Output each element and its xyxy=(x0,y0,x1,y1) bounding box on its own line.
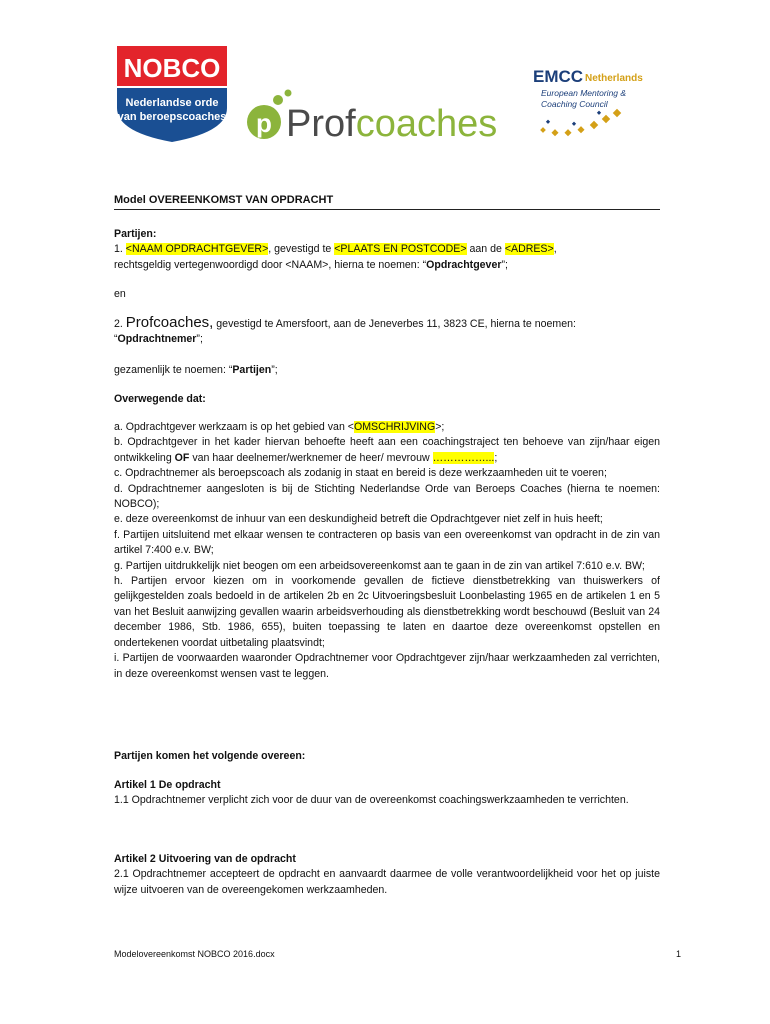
considerations-list xyxy=(114,420,660,682)
placeholder-name: <NAAM OPDRACHTGEVER> xyxy=(125,243,269,256)
footer-filename: Modelovereenkomst NOBCO 2016.docx xyxy=(114,949,275,959)
page-number: 1 xyxy=(676,949,682,959)
title-rule xyxy=(114,209,660,210)
article-1-text: 1.1 Opdrachtnemer verplicht zich voor de duur van de overeenkomst coachingswerkzaamheden te verrichten. xyxy=(114,794,629,807)
profcoaches-logo-prefix: Prof xyxy=(286,103,356,144)
profcoaches-logo-suffix: coaches xyxy=(355,103,498,144)
article-2-text: 2.1 Opdrachtnemer accepteert de opdracht en aanvaardt daarmee de volle verantwoordelijkheid voor het op juiste wijze uitvoeren van de overeengekomen werkzaamheden. xyxy=(114,868,660,896)
nobco-logo-line2: van beroepscoaches xyxy=(117,111,227,123)
emcc-logo-line2: Coaching Council xyxy=(541,99,608,109)
party-2: 2. Profcoaches, gevestigd te Amersfoort, aan de Jeneverbes 11, 3823 CE, hierna te noemen: “Opdrachtnemer”; xyxy=(114,314,576,346)
and-word: en xyxy=(114,288,126,300)
consideration-b: b. Opdrachtgever in het kader hiervan behoefte heeft aan een coachingstraject ten behoeve van zijn/haar eigen ontwikkeling OF van haar deelnemer/werknemer de heer/ mevrouw ……………...; xyxy=(114,436,660,464)
consideration-a: a. Opdrachtgever werkzaam is op het gebied van <OMSCHRIJVING>; xyxy=(114,421,445,433)
consideration-c: c. Opdrachtnemer als beroepscoach als zodanig in staat en bereid is deze werkzaamheden uit te voeren; xyxy=(114,467,607,480)
consideration-h: h. Partijen ervoor kiezen om in voorkomende gevallen de fictieve dienstbetrekking van thuiswerkers of gelijkgestelden zoals bedoeld in de artikelen 2b en 2c Uitvoeringsbesluit Loonbelasting 1965 en de artikelen 1 en 5 van het Besluit aanwijzing gevallen waarin arbeidsverhouding als dienstbetrekking wordt beschouwd (Besluit van 24 december 1986, Stb. 1986, 655), buiten toepassing te laten en daartoe deze overeenkomst opstellen en ondertekenen voordat uitbetaling plaatsvindt; xyxy=(114,575,660,649)
article-2-heading: Artikel 2 Uitvoering van de opdracht xyxy=(114,853,296,865)
emcc-logo-name: EMCC xyxy=(533,67,584,86)
emcc-logo-line1: European Mentoring & xyxy=(541,88,627,98)
document-title: Model OVEREENKOMST VAN OPDRACHT xyxy=(114,194,334,206)
placeholder-place: <PLAATS EN POSTCODE> xyxy=(334,243,467,256)
emcc-logo-country: Netherlands xyxy=(585,73,643,84)
consideration-f: f. Partijen uitsluitend met elkaar wensen te contracteren op basis van een overeenkomst van opdracht in de zin van artikel 7:400 e.v. BW; xyxy=(114,528,660,557)
svg-text:Profcoaches xyxy=(286,103,497,144)
parties-heading: Partijen: xyxy=(114,228,157,240)
consideration-i: i. Partijen de voorwaarden waaronder Opdrachtnemer voor Opdrachtgever zijn/haar werkzaamheden zal verrichten, in deze overeenkomst wensen vast te leggen. xyxy=(114,652,660,680)
article-1 xyxy=(114,778,660,809)
nobco-logo xyxy=(113,44,231,144)
nobco-logo-name: NOBCO xyxy=(123,53,221,83)
profcoaches-logo xyxy=(246,88,516,144)
considerations-heading: Overwegende dat: xyxy=(114,393,206,405)
emcc-logo xyxy=(533,64,651,140)
party-2-name: Profcoaches, xyxy=(125,314,214,331)
party-1: 1. <NAAM OPDRACHTGEVER>, gevestigd te <PLAATS EN POSTCODE> aan de <ADRES>, rechtsgeldig vertegenwoordigd door <NAAM>, hierna te noemen: “Opdrachtgever”; xyxy=(114,243,557,271)
agreement-heading: Partijen komen het volgende overeen: xyxy=(114,750,306,762)
article-1-heading: Artikel 1 De opdracht xyxy=(114,779,221,791)
consideration-d: d. Opdrachtnemer aangesloten is bij de Stichting Nederlandse Orde van Beroeps Coaches (hierna te noemen: NOBCO); xyxy=(114,482,660,511)
nobco-logo-line1: Nederlandse orde xyxy=(125,97,219,109)
placeholder-address: <ADRES> xyxy=(504,243,554,256)
consideration-e: e. deze overeenkomst de inhuur van een deskundigheid betreft die Opdrachtgever niet zelf in huis heeft; xyxy=(114,513,603,526)
parties-section xyxy=(114,227,660,273)
svg-text:p: p xyxy=(256,108,272,138)
article-2 xyxy=(114,852,660,898)
consideration-g: g. Partijen uitdrukkelijk niet beogen om een arbeidsovereenkomst aan te gaan in de zin van artikel 7:610 e.v. BW; xyxy=(114,559,645,572)
joint-name: gezamenlijk te noemen: “Partijen”; xyxy=(114,364,278,376)
